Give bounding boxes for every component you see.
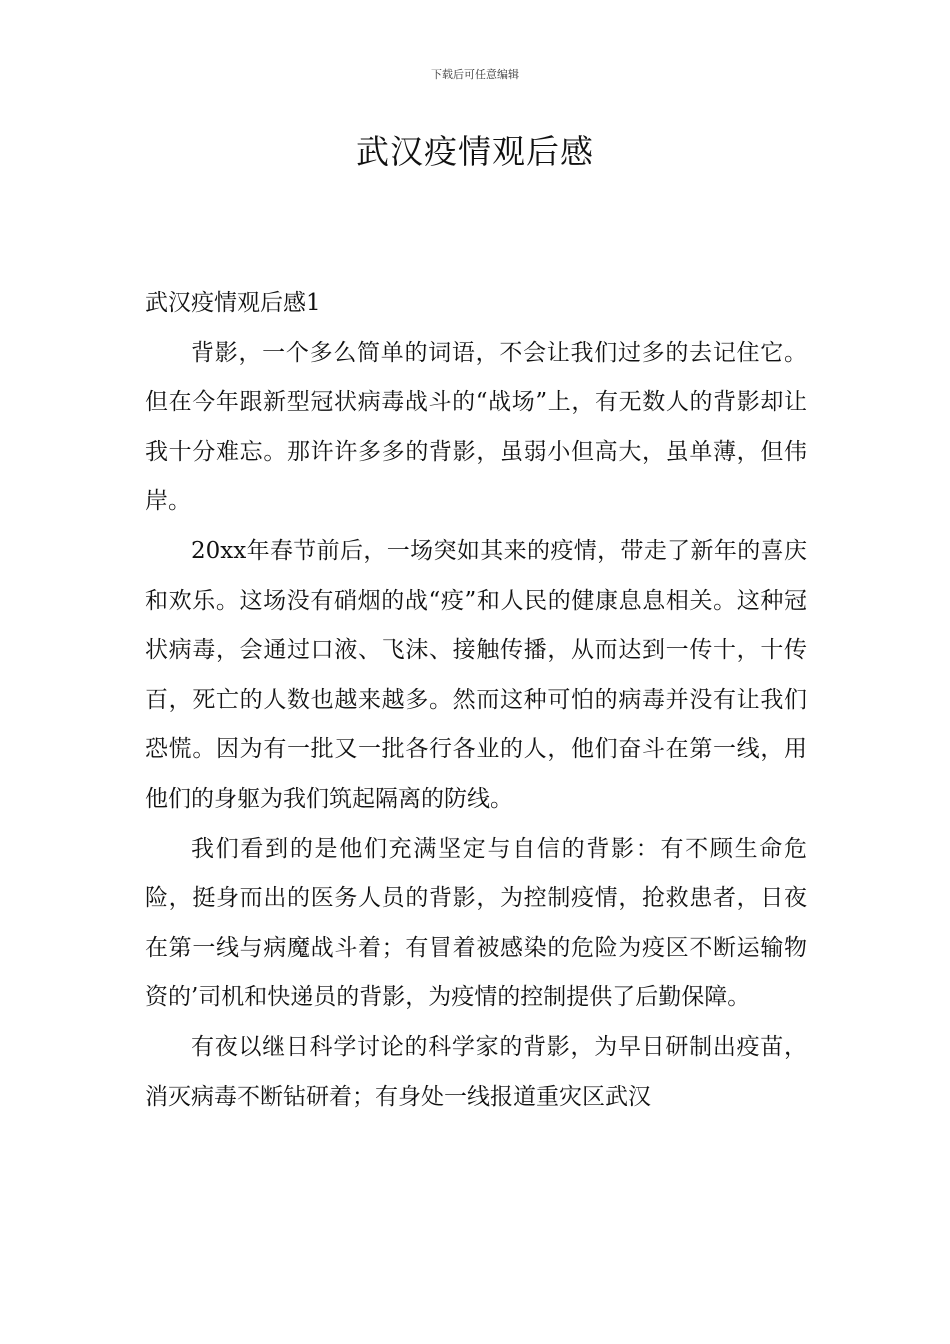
header-note: 下载后可任意编辑 xyxy=(431,68,519,81)
paragraph: 20xx年春节前后，一场突如其来的疫情，带走了新年的喜庆和欢乐。这场没有硝烟的战“疫”和人民的健康息息相关。这种冠状病毒，会通过口液、飞沫、接触传播，从而达到一传十，十传百，死亡的人数也越来越多。然而这种可怕的病毒并没有让我们恐慌。因为有一批又一批各行各业的人，他们奋斗在第一线，用他们的身躯为我们筑起隔离的防线。 xyxy=(145,537,807,812)
paragraph: 我们看到的是他们充满坚定与自信的背影：有不顾生命危险，挺身而出的医务人员的背影，为控制疫情，抢救患者，日夜在第一线与病魔战斗着；有冒着被感染的危险为疫区不断运输物资的’司机和快递员的背影，为疫情的控制提供了后勤保障。 xyxy=(145,835,807,1011)
document-title: 武汉疫情观后感 xyxy=(356,132,594,171)
paragraph: 有夜以继日科学讨论的科学家的背影，为早日研制出疫苗，消灭病毒不断钻研着；有身处一线报道重灾区武汉 xyxy=(145,1033,807,1110)
document-body xyxy=(145,279,807,1122)
paragraph: 背影，一个多么简单的词语，不会让我们过多的去记住它。但在今年跟新型冠状病毒战斗的“战场”上，有无数人的背影却让我十分难忘。那许许多多的背影，虽弱小但高大，虽单薄，但伟岸。 xyxy=(145,339,807,515)
section-title: 武汉疫情观后感1 xyxy=(145,290,321,316)
